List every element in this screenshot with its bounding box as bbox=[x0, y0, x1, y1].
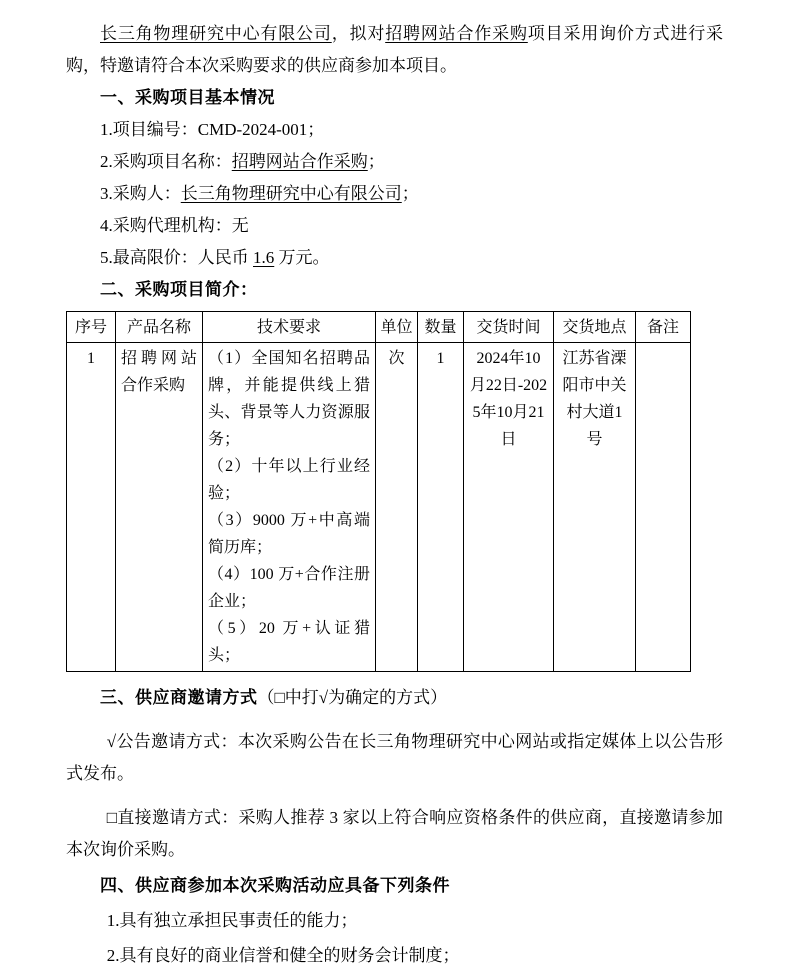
table-header-row bbox=[67, 312, 691, 343]
item-project-number bbox=[66, 114, 723, 146]
condition-item-civil-liability: 1.具有独立承担民事责任的能力； bbox=[106, 911, 358, 930]
section3-heading-note: （□中打√为确定的方式） bbox=[257, 688, 448, 707]
intro-paragraph bbox=[66, 18, 723, 82]
item-project-name bbox=[66, 146, 723, 178]
tech-requirement-line: （4）100 万+合作注册企业； bbox=[208, 566, 370, 610]
underlined-text: 长三角物理研究中心有限公司 bbox=[180, 184, 402, 203]
col-header-seq: 序号 bbox=[67, 312, 116, 343]
text-run: ，拟对 bbox=[331, 24, 386, 43]
item-agency bbox=[66, 210, 723, 242]
col-header-delivery-place: 交货地点 bbox=[554, 312, 636, 343]
cell-seq: 1 bbox=[67, 343, 116, 672]
col-header-product: 产品名称 bbox=[116, 312, 203, 343]
table-row bbox=[67, 343, 691, 672]
cell-delivery-time: 2024年10月22日-2025年10月21日 bbox=[464, 343, 554, 672]
text-run: ； bbox=[367, 152, 385, 171]
section4-heading: 四、供应商参加本次采购活动应具备下列条件 bbox=[100, 876, 450, 895]
procurement-spec-table bbox=[66, 311, 691, 672]
underlined-text: 招聘网站合作采购 bbox=[385, 24, 528, 43]
section3-heading-bold: 三、供应商邀请方式 bbox=[100, 688, 258, 707]
col-header-qty: 数量 bbox=[418, 312, 464, 343]
tech-requirement-line: （3）9000 万+中高端简历库； bbox=[208, 512, 370, 556]
tech-requirement-line: （2）十年以上行业经验； bbox=[208, 458, 370, 502]
cell-product-name: 招聘网站合作采购 bbox=[116, 343, 203, 672]
section3-heading bbox=[66, 682, 723, 714]
cell-remark bbox=[636, 343, 691, 672]
text-run: 3.采购人： bbox=[100, 184, 181, 203]
text-run: 万元。 bbox=[274, 248, 330, 267]
item-price-limit bbox=[66, 242, 723, 274]
cell-unit: 次 bbox=[376, 343, 418, 672]
section1-heading: 一、采购项目基本情况 bbox=[100, 88, 275, 107]
section2-heading: 二、采购项目简介： bbox=[100, 280, 258, 299]
option-direct-invitation: □直接邀请方式：采购人推荐 3 家以上符合响应资格条件的供应商，直接邀请参加本次询价采购。 bbox=[66, 808, 723, 859]
col-header-remark: 备注 bbox=[636, 312, 691, 343]
text-run: 1.项目编号：CMD-2024-001； bbox=[100, 120, 325, 139]
col-header-requirements: 技术要求 bbox=[203, 312, 376, 343]
text-run: 4.采购代理机构：无 bbox=[100, 216, 249, 235]
condition-item-credit-finance: 2.具有良好的商业信誉和健全的财务会计制度； bbox=[106, 946, 460, 965]
text-run: ； bbox=[401, 184, 419, 203]
col-header-unit: 单位 bbox=[376, 312, 418, 343]
tech-requirement-line: （1）全国知名招聘品牌，并能提供线上猎头、背景等人力资源服务； bbox=[208, 350, 370, 448]
option-announcement-invitation: √公告邀请方式：本次采购公告在长三角物理研究中心网站或指定媒体上以公告形式发布。 bbox=[66, 732, 723, 783]
tech-requirement-line: （5）20 万+认证猎头； bbox=[208, 620, 370, 664]
underlined-text: 1.6 bbox=[253, 248, 275, 267]
text-run: 2.采购项目名称： bbox=[100, 152, 232, 171]
text-run: 5.最高限价：人民币 bbox=[100, 248, 253, 267]
cell-quantity: 1 bbox=[418, 343, 464, 672]
cell-delivery-place: 江苏省溧阳市中关村大道1号 bbox=[554, 343, 636, 672]
underlined-text: 招聘网站合作采购 bbox=[231, 152, 368, 171]
item-purchaser bbox=[66, 178, 723, 210]
text-run: 项目采用询价方式进行采购，特邀请符合本次采购要求的供应商参加本项目。 bbox=[66, 24, 724, 75]
cell-tech-requirements bbox=[203, 343, 376, 672]
col-header-delivery-time: 交货时间 bbox=[464, 312, 554, 343]
underlined-text: 长三角物理研究中心有限公司 bbox=[100, 24, 332, 43]
